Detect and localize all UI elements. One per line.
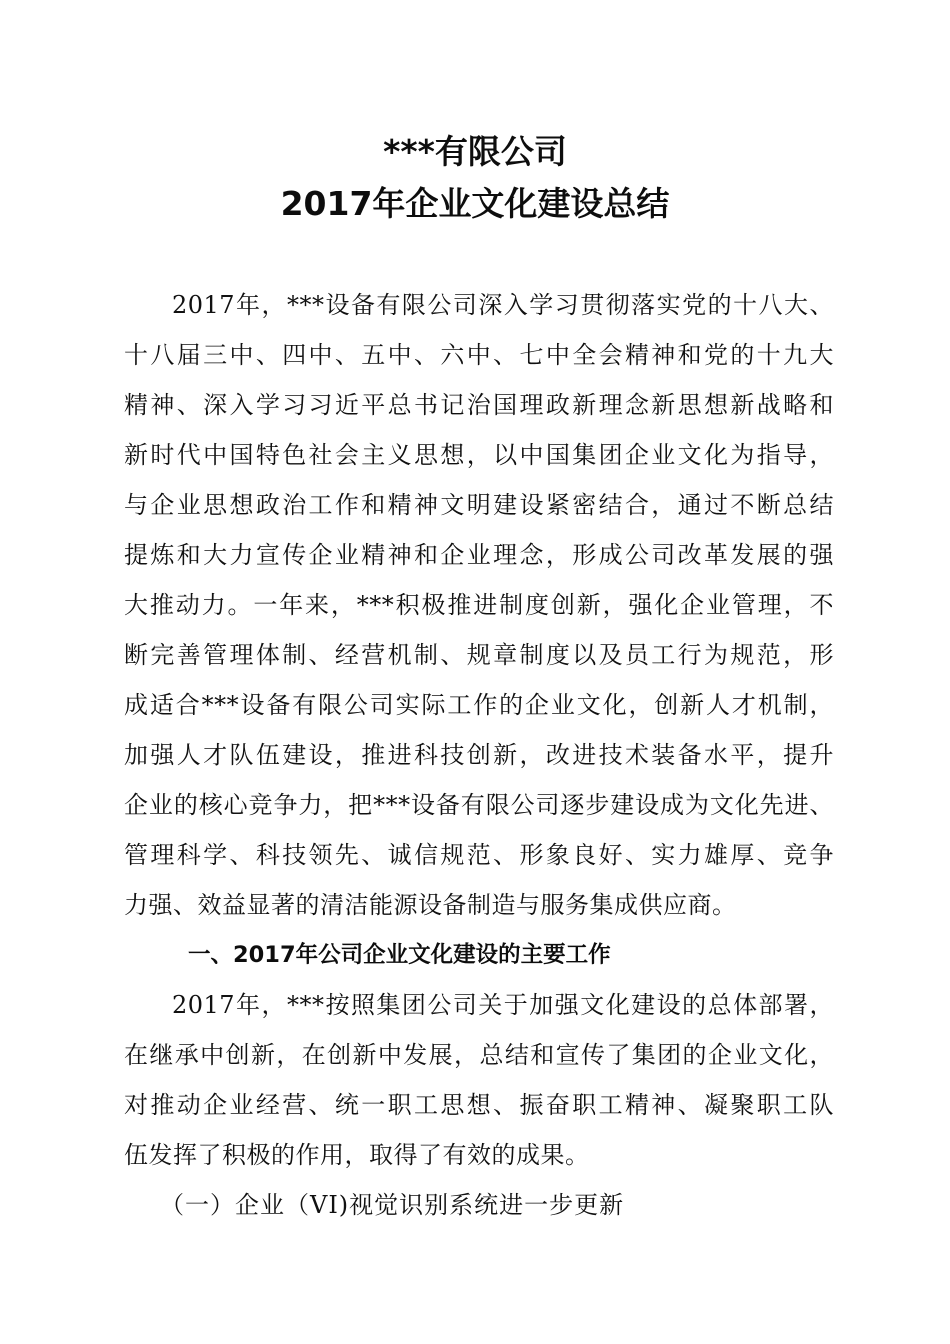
section1-paragraph — [124, 980, 834, 1180]
document-body — [124, 280, 834, 1230]
paragraph-line: 对推动企业经营、统一职工思想、振奋职工精神、凝聚职工队 — [124, 1091, 834, 1119]
document-title — [0, 126, 950, 230]
intro-paragraph — [124, 280, 834, 930]
paragraph-line: 企业的核心竞争力，把***设备有限公司逐步建设成为文化先进、 — [124, 791, 834, 819]
paragraph-line: 伍发挥了积极的作用，取得了有效的成果。 — [124, 1141, 590, 1169]
paragraph-line: 管理科学、科技领先、诚信规范、形象良好、实力雄厚、竞争 — [124, 841, 834, 869]
paragraph-line: 与企业思想政治工作和精神文明建设紧密结合，通过不断总结 — [124, 491, 834, 519]
section-heading: 一、2017年公司企业文化建设的主要工作 — [188, 942, 611, 968]
paragraph-line: 在继承中创新，在创新中发展，总结和宣传了集团的企业文化， — [124, 1041, 834, 1069]
paragraph-line: 断完善管理体制、经营机制、规章制度以及员工行为规范，形 — [124, 641, 834, 669]
paragraph-line: 十八届三中、四中、五中、六中、七中全会精神和党的十九大 — [124, 341, 834, 369]
paragraph-line: 大推动力。一年来，***积极推进制度创新，强化企业管理，不 — [124, 591, 834, 619]
paragraph-line: 成适合***设备有限公司实际工作的企业文化，创新人才机制， — [124, 691, 834, 719]
paragraph-line: 加强人才队伍建设，推进科技创新，改进技术装备水平，提升 — [124, 741, 834, 769]
subsection-heading: （一）企业（VI)视觉识别系统进一步更新 — [160, 1191, 625, 1219]
paragraph-line: 2017年，***按照集团公司关于加强文化建设的总体部署， — [172, 991, 834, 1019]
paragraph-line: 力强、效益显著的清洁能源设备制造与服务集成供应商。 — [124, 891, 737, 919]
paragraph-line: 新时代中国特色社会主义思想，以中国集团企业文化为指导， — [124, 441, 834, 469]
title-report: 2017年企业文化建设总结 — [280, 184, 670, 223]
title-company: ***有限公司 — [383, 132, 567, 171]
paragraph-line: 精神、深入学习习近平总书记治国理政新理念新思想新战略和 — [124, 391, 834, 419]
paragraph-line: 提炼和大力宣传企业精神和企业理念，形成公司改革发展的强 — [124, 541, 834, 569]
paragraph-line: 2017年，***设备有限公司深入学习贯彻落实党的十八大、 — [172, 291, 834, 319]
